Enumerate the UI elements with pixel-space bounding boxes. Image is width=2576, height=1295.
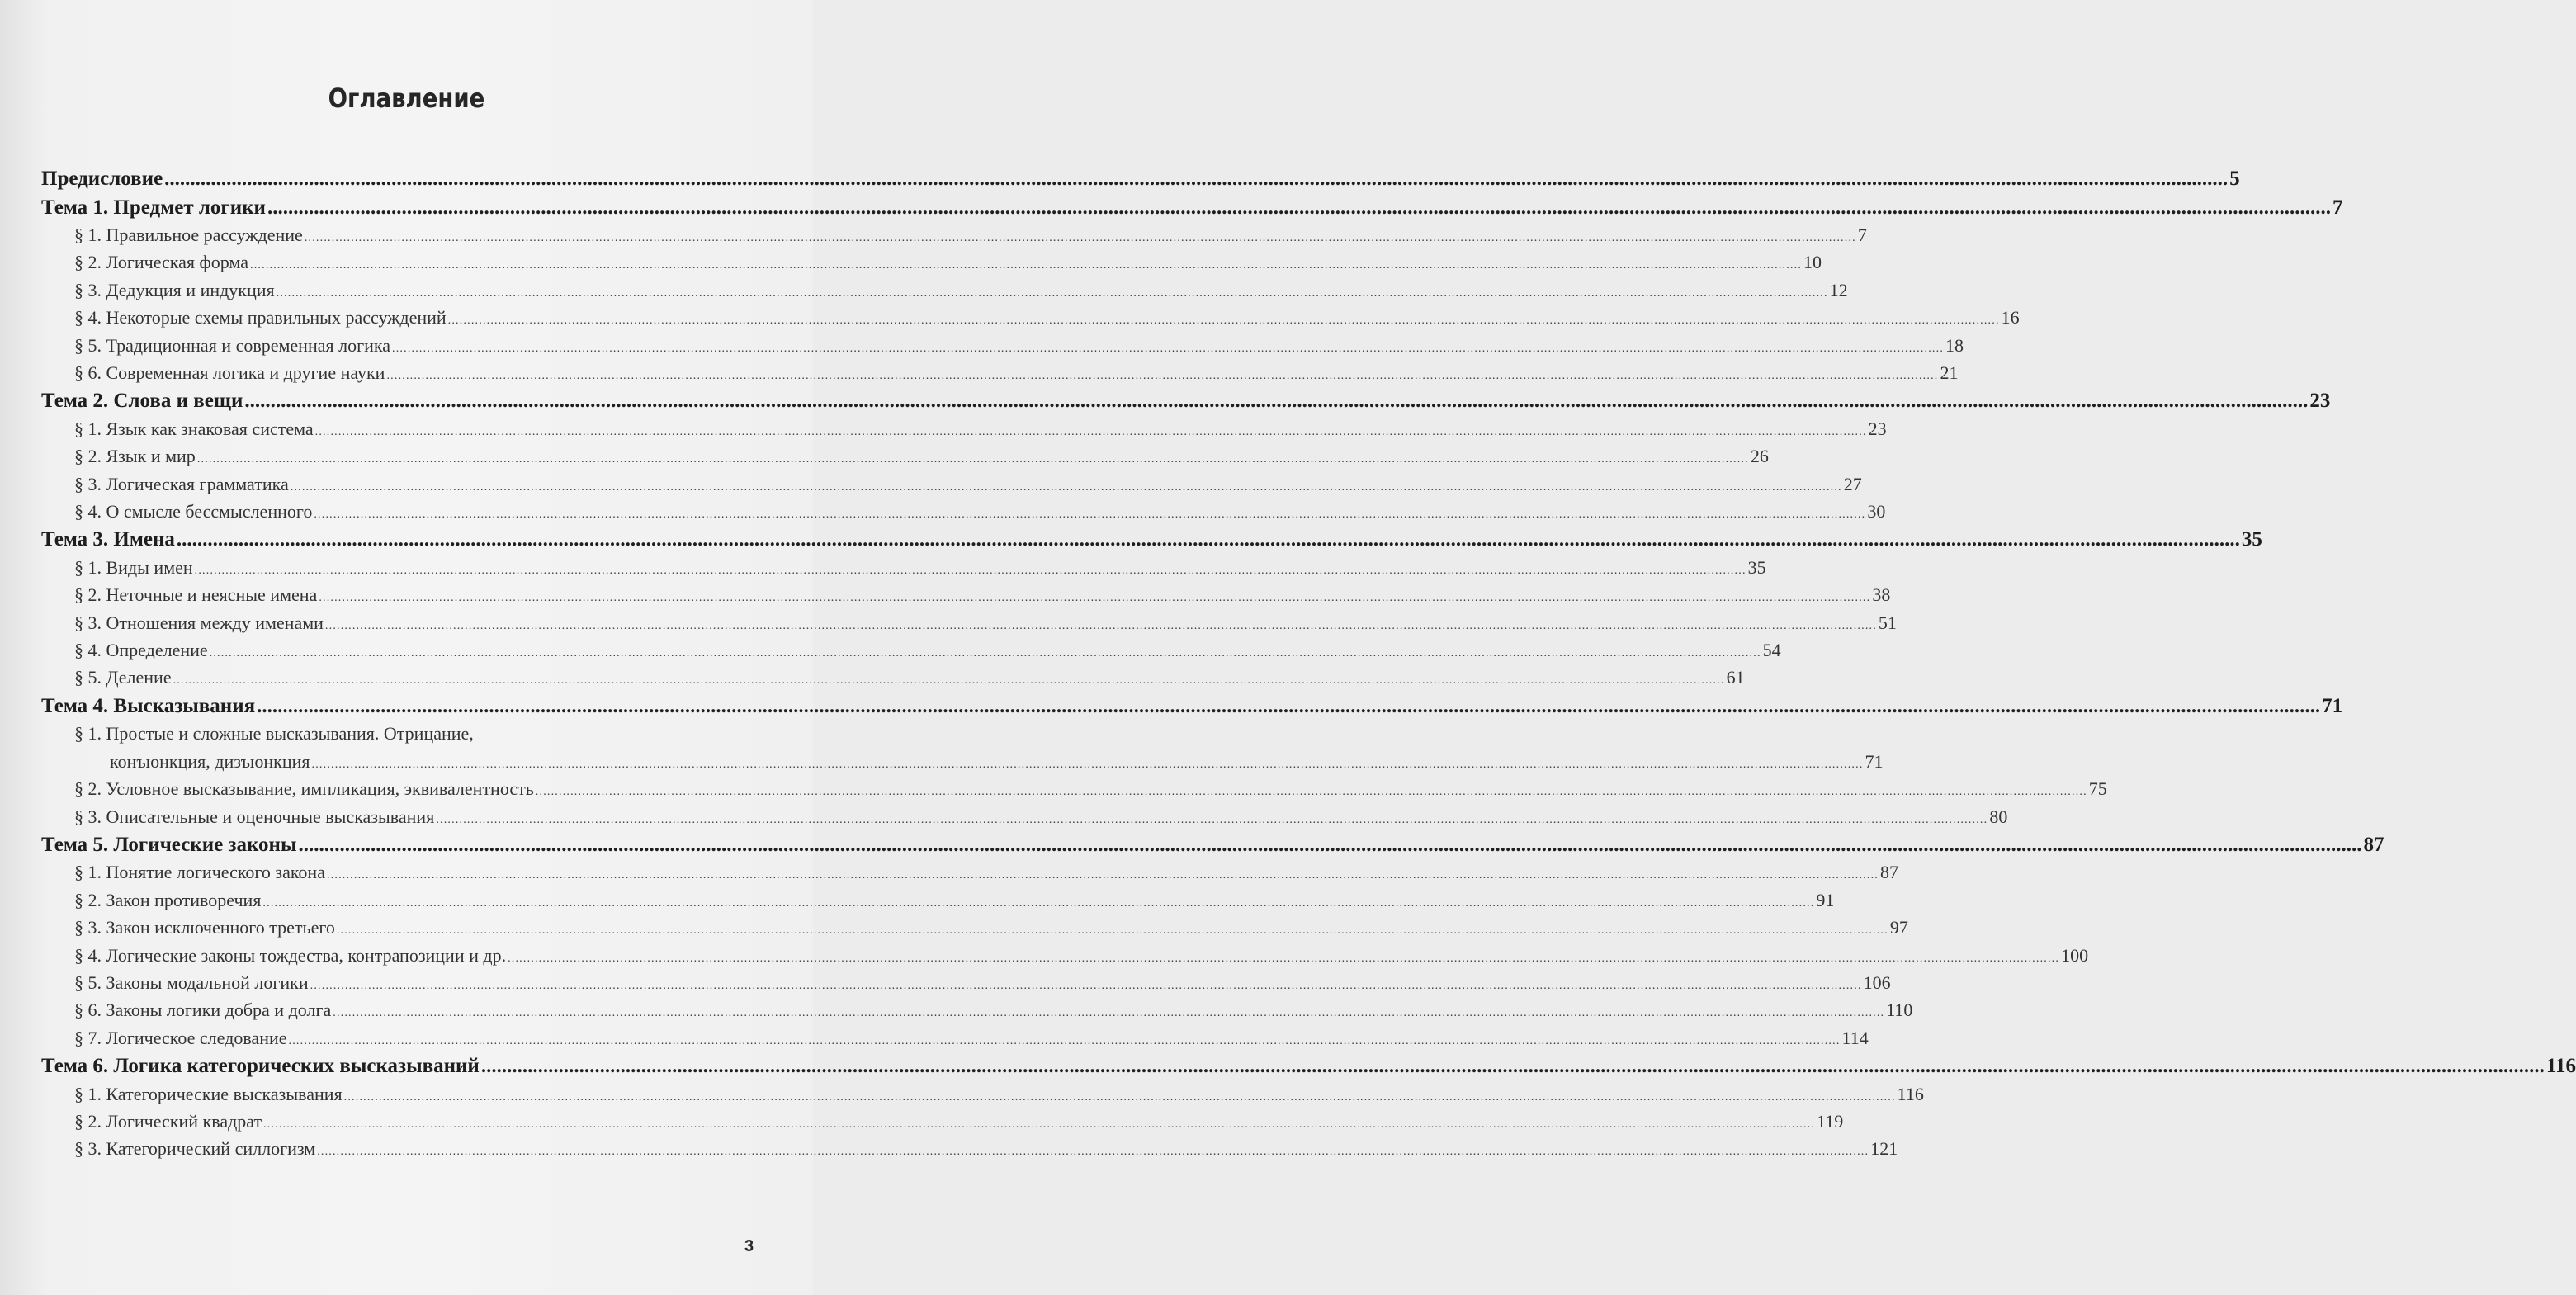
toc-entry-title: § 1. Понятие логического закона xyxy=(74,862,325,883)
toc-topic-entry xyxy=(41,196,2343,225)
toc-section-entry xyxy=(41,224,1867,252)
toc-page-number: 61 xyxy=(1726,667,1745,688)
toc-section-entry xyxy=(41,584,1891,612)
toc-entry-title: § 1. Правильное рассуждение xyxy=(74,224,303,245)
toc-page-number: 16 xyxy=(2001,307,2020,328)
toc-page-number: 75 xyxy=(2088,778,2107,800)
toc-entry-title: § 3. Категорический силлогизм xyxy=(74,1138,316,1160)
toc-page-number: 87 xyxy=(2363,833,2385,856)
toc-leader-dots: ................................................................................................................................................................................................................................................................................................................................................................................................................ xyxy=(196,453,1749,466)
toc-leader-dots: ................................................................................................................................................................................................................................................................................................................................................................................................................ xyxy=(244,390,2309,413)
toc-section-entry xyxy=(41,667,1745,694)
toc-topic-entry xyxy=(41,1055,2576,1084)
page-number: 3 xyxy=(744,1237,754,1255)
toc-leader-dots: ................................................................................................................................................................................................................................................................................................................................................................................................................ xyxy=(392,342,1945,355)
toc-leader-dots: ................................................................................................................................................................................................................................................................................................................................................................................................................ xyxy=(194,564,1746,577)
toc-leader-dots: ................................................................................................................................................................................................................................................................................................................................................................................................................ xyxy=(288,1034,1841,1047)
toc-page-number: 116 xyxy=(2545,1055,2576,1078)
toc-page-number: 116 xyxy=(1897,1083,1924,1104)
toc-page-number: 97 xyxy=(1889,917,1908,938)
toc-leader-dots: ................................................................................................................................................................................................................................................................................................................................................................................................................ xyxy=(290,480,1842,494)
toc-page-number: 23 xyxy=(2309,390,2331,413)
toc-section-entry xyxy=(41,1083,1924,1111)
toc-leader-dots: ................................................................................................................................................................................................................................................................................................................................................................................................................ xyxy=(209,647,1761,660)
toc-page-number: 100 xyxy=(2061,944,2089,966)
toc-entry-title: § 5. Законы модальной логики xyxy=(74,971,309,993)
toc-page-number: 7 xyxy=(2332,196,2343,219)
toc-page-number: 87 xyxy=(1879,862,1898,883)
toc-leader-dots: ................................................................................................................................................................................................................................................................................................................................................................................................................ xyxy=(314,508,1866,522)
toc-page-number: 38 xyxy=(1872,584,1891,606)
toc-section-entry xyxy=(41,971,1891,1000)
toc-section-entry xyxy=(41,1111,1844,1138)
toc-section-entry xyxy=(41,750,1884,778)
toc-leader-dots: ................................................................................................................................................................................................................................................................................................................................................................................................................ xyxy=(257,694,2321,717)
toc-entry-title: § 3. Описательные и оценочные высказывания xyxy=(74,806,435,827)
toc-entry-title: § 5. Традиционная и современная логика xyxy=(74,334,391,356)
toc-page-number: 21 xyxy=(1940,362,1959,383)
toc-topic-entry xyxy=(41,168,2240,196)
toc-section-entry xyxy=(41,473,1862,501)
toc-entry-title: § 6. Законы логики добра и долга xyxy=(74,1000,332,1021)
toc-leader-dots: ................................................................................................................................................................................................................................................................................................................................................................................................................ xyxy=(317,1146,1869,1159)
toc-entry-title: § 3. Закон исключенного третьего xyxy=(74,917,335,938)
toc-entry-title: § 1. Виды имен xyxy=(74,556,193,578)
toc-entry-title: § 2. Неточные и неясные имена xyxy=(74,584,318,606)
toc-section-entry xyxy=(41,1027,1869,1055)
toc-leader-dots: ................................................................................................................................................................................................................................................................................................................................................................................................................ xyxy=(298,833,2362,856)
toc-entry-title: Тема 1. Предмет логики xyxy=(41,196,266,219)
toc-section-entry xyxy=(41,778,2107,806)
toc-section-entry xyxy=(41,252,1822,279)
toc-section-entry xyxy=(41,862,1898,889)
toc-leader-dots: ................................................................................................................................................................................................................................................................................................................................................................................................................ xyxy=(324,619,1877,632)
toc-entry-title: Предисловие xyxy=(41,168,163,190)
toc-page-number: 27 xyxy=(1843,473,1862,494)
toc-topic-entry xyxy=(41,528,2262,557)
toc-entry-title: Тема 2. Слова и вещи xyxy=(41,390,243,413)
toc-section-entry xyxy=(41,279,1848,307)
toc-entry-title: § 1. Простые и сложные высказывания. Отрицание, xyxy=(74,723,474,744)
toc-entry-title: § 1. Категорические высказывания xyxy=(74,1083,343,1104)
toc-leader-dots: ................................................................................................................................................................................................................................................................................................................................................................................................................ xyxy=(480,1055,2545,1078)
toc-entry-title: Тема 6. Логика категорических высказываний xyxy=(41,1055,480,1078)
toc-entry-title: § 6. Современная логика и другие науки xyxy=(74,362,385,383)
toc-entry-title: § 2. Условное высказывание, импликация, эквивалентность xyxy=(74,778,534,800)
toc-entry-title: § 3. Логическая грамматика xyxy=(74,473,289,494)
toc-leader-dots: ................................................................................................................................................................................................................................................................................................................................................................................................................ xyxy=(343,1090,1896,1104)
table-of-contents xyxy=(41,168,2576,1166)
toc-leader-dots: ................................................................................................................................................................................................................................................................................................................................................................................................................ xyxy=(304,232,1856,244)
toc-topic-entry xyxy=(41,833,2385,863)
toc-page-number: 114 xyxy=(1841,1027,1869,1048)
toc-entry-title: Тема 3. Имена xyxy=(41,528,175,551)
toc-entry-title: § 4. О смысле бессмысленного xyxy=(74,501,313,522)
toc-leader-dots: ................................................................................................................................................................................................................................................................................................................................................................................................................ xyxy=(535,786,2087,799)
toc-page-number: 121 xyxy=(1870,1138,1898,1160)
toc-page-number: 119 xyxy=(1817,1111,1844,1132)
toc-entry-title: § 1. Язык как знаковая система xyxy=(74,418,314,439)
toc-page-number: 106 xyxy=(1863,971,1891,993)
toc-page-number: 51 xyxy=(1878,612,1897,633)
toc-page-number: 23 xyxy=(1868,418,1887,439)
toc-entry-title: § 5. Деление xyxy=(74,667,172,688)
toc-leader-dots: ................................................................................................................................................................................................................................................................................................................................................................................................................ xyxy=(310,979,1862,992)
toc-entry-title: § 4. Логические законы тождества, контрапозиции и др. xyxy=(74,944,507,966)
toc-leader-dots: ................................................................................................................................................................................................................................................................................................................................................................................................................ xyxy=(314,425,1867,438)
toc-entry-title: § 2. Логический квадрат xyxy=(74,1111,262,1132)
toc-section-entry xyxy=(41,334,1964,362)
toc-leader-dots: ................................................................................................................................................................................................................................................................................................................................................................................................................ xyxy=(173,674,1725,688)
toc-entry-title: конъюнкция, дизъюнкция xyxy=(110,750,310,772)
toc-leader-dots: ................................................................................................................................................................................................................................................................................................................................................................................................................ xyxy=(250,259,1803,272)
toc-leader-dots: ................................................................................................................................................................................................................................................................................................................................................................................................................ xyxy=(263,1118,1816,1132)
toc-page-number: 91 xyxy=(1816,889,1835,910)
toc-section-entry xyxy=(41,1138,1898,1165)
toc-section-entry xyxy=(41,640,1781,667)
toc-entry-title: § 2. Закон противоречия xyxy=(74,889,262,910)
toc-section-entry xyxy=(41,612,1897,640)
toc-page-number: 7 xyxy=(1857,224,1867,245)
toc-leader-dots: ................................................................................................................................................................................................................................................................................................................................................................................................................ xyxy=(447,314,2000,328)
toc-topic-entry xyxy=(41,390,2331,418)
page-title: Оглавление xyxy=(328,83,485,114)
toc-section-entry xyxy=(41,556,1766,584)
toc-page-number: 80 xyxy=(1989,806,2008,827)
toc-section-entry xyxy=(41,917,1908,944)
toc-page-number: 35 xyxy=(1747,556,1766,578)
toc-page-number: 71 xyxy=(1865,750,1884,772)
toc-leader-dots: ................................................................................................................................................................................................................................................................................................................................................................................................................ xyxy=(262,896,1815,910)
toc-entry-title: § 7. Логическое следование xyxy=(74,1027,287,1048)
toc-entry-title: § 4. Определение xyxy=(74,640,208,661)
toc-entry-title: § 3. Дедукция и индукция xyxy=(74,279,275,300)
toc-section-entry xyxy=(41,806,2008,834)
toc-leader-dots: ................................................................................................................................................................................................................................................................................................................................................................................................................ xyxy=(176,528,2240,551)
toc-section-entry xyxy=(41,418,1887,446)
toc-page-number: 5 xyxy=(2229,168,2240,190)
toc-page-number: 110 xyxy=(1886,1000,1913,1021)
toc-section-entry xyxy=(41,501,1886,528)
toc-leader-dots: ................................................................................................................................................................................................................................................................................................................................................................................................................ xyxy=(436,813,1988,826)
toc-leader-dots: ................................................................................................................................................................................................................................................................................................................................................................................................................ xyxy=(336,924,1888,938)
toc-leader-dots: ................................................................................................................................................................................................................................................................................................................................................................................................................ xyxy=(386,369,1939,382)
toc-leader-dots: ................................................................................................................................................................................................................................................................................................................................................................................................................ xyxy=(319,592,1871,605)
toc-leader-dots: ................................................................................................................................................................................................................................................................................................................................................................................................................ xyxy=(326,869,1879,882)
toc-entry-title: § 4. Некоторые схемы правильных рассуждений xyxy=(74,307,447,328)
toc-leader-dots: ................................................................................................................................................................................................................................................................................................................................................................................................................ xyxy=(508,952,2060,965)
toc-section-entry xyxy=(41,723,764,750)
toc-page-number: 12 xyxy=(1829,279,1848,300)
toc-leader-dots: ................................................................................................................................................................................................................................................................................................................................................................................................................ xyxy=(333,1007,1885,1020)
toc-leader-dots: ................................................................................................................................................................................................................................................................................................................................................................................................................ xyxy=(164,168,2229,190)
toc-section-entry xyxy=(41,944,2089,972)
toc-page-number: 71 xyxy=(2322,694,2343,717)
toc-page-number: 18 xyxy=(1945,334,1964,356)
toc-leader-dots: ................................................................................................................................................................................................................................................................................................................................................................................................................ xyxy=(267,196,2331,219)
toc-topic-entry xyxy=(41,694,2343,724)
toc-page-number: 54 xyxy=(1762,640,1781,661)
toc-page-number: 35 xyxy=(2241,528,2262,551)
toc-page-number: 30 xyxy=(1867,501,1886,522)
toc-leader-dots: ................................................................................................................................................................................................................................................................................................................................................................................................................ xyxy=(276,286,1828,300)
toc-section-entry xyxy=(41,307,2020,334)
toc-entry-title: § 3. Отношения между именами xyxy=(74,612,324,633)
toc-section-entry xyxy=(41,446,1769,473)
toc-section-entry xyxy=(41,362,1959,390)
toc-entry-title: § 2. Язык и мир xyxy=(74,446,196,467)
toc-section-entry xyxy=(41,889,1835,917)
toc-leader-dots: ................................................................................................................................................................................................................................................................................................................................................................................................................ xyxy=(311,758,1864,771)
toc-page-number: 10 xyxy=(1803,252,1822,273)
toc-entry-title: Тема 4. Высказывания xyxy=(41,694,256,717)
toc-section-entry xyxy=(41,1000,1913,1027)
toc-page-number: 26 xyxy=(1750,446,1769,467)
toc-entry-title: § 2. Логическая форма xyxy=(74,252,249,273)
toc-entry-title: Тема 5. Логические законы xyxy=(41,833,297,856)
